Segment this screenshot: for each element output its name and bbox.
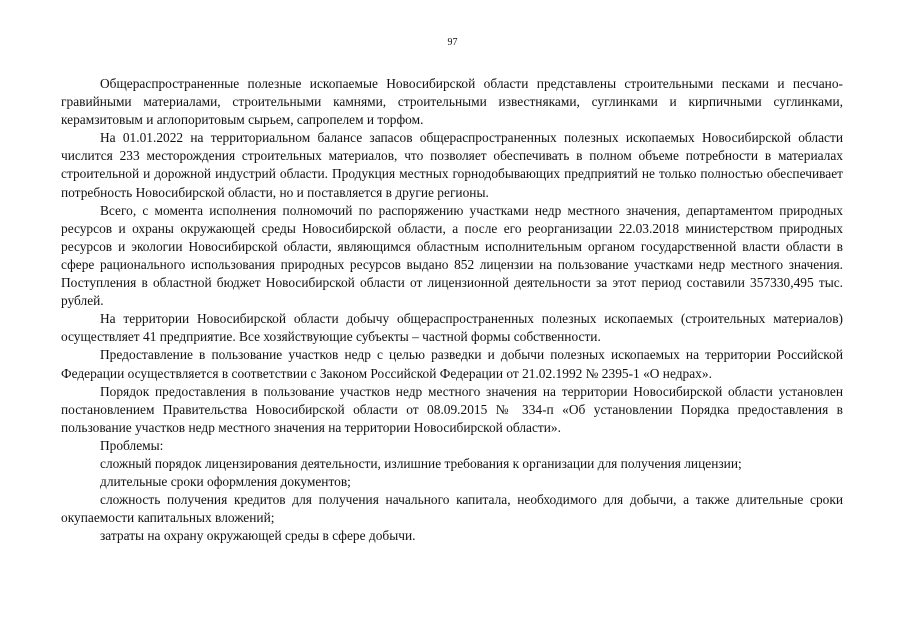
paragraph-balance-reserves: На 01.01.2022 на территориальном балансе запасов общераспространенных полезных ископаемых Новосибирской области числится 233 месторождения строительных материалов, что позволяет обеспечивать в полном объеме потребности в материалах строительной и дорожной индустрий области. Продукция местных горнодобывающих предприятий не только полностью обеспечивает потребность Новосибирской области, но и поставляется в другие регионы. bbox=[61, 130, 843, 200]
list-item-environment-costs: затраты на охрану окружающей среды в сфере добычи. bbox=[100, 528, 416, 544]
paragraph-procedure: Порядок предоставления в пользование участков недр местного значения на территории Новосибирской области установлен постановлением Правительства Новосибирской области от 08.09.2015 № 334-п «Об установлении Порядка предоставления в пользование участков недр местного значения на территории Новосибирской области». bbox=[61, 383, 843, 435]
page-number: 97 bbox=[447, 37, 458, 48]
paragraph-problems-heading: Проблемы: bbox=[100, 437, 164, 453]
list-item-licensing: сложный порядок лицензирования деятельности, излишние требования к организации для получения лицензии; bbox=[100, 455, 742, 471]
list-item-long-processing: длительные сроки оформления документов; bbox=[100, 474, 351, 490]
paragraph-subsoil-law: Предоставление в пользование участков недр с целью разведки и добычи полезных ископаемых на территории Российской Федерации осуществляется в соответствии с Законом Российской Федерации от 21.02.1992 № 2395-1 «О недрах». bbox=[61, 347, 843, 381]
paragraph-enterprises: На территории Новосибирской области добычу общераспространенных полезных ископаемых (строительных материалов) осуществляет 41 предприятие. Все хозяйствующие субъекты – частной формы собственности. bbox=[61, 311, 843, 345]
list-item-credits: сложность получения кредитов для получения начального капитала, необходимого для добычи, а также длительные сроки окупаемости капитальных вложений; bbox=[61, 492, 843, 526]
paragraph-minerals-overview: Общераспространенные полезные ископаемые Новосибирской области представлены строительными песками и песчано-гравийными материалами, строительными камнями, строительными известняками, суглинками и кирпичными суглинками, керамзитовым и аглопоритовым сырьем, сапропелем и торфом. bbox=[61, 76, 843, 128]
document-body bbox=[61, 75, 843, 545]
paragraph-licenses-issued: Всего, с момента исполнения полномочий по распоряжению участками недр местного значения, департаментом природных ресурсов и охраны окружающей среды Новосибирской области, а после его реорганизации 22.03.2018 министерством природных ресурсов и экологии Новосибирской области, являющимся областным исполнительным органом государственной власти области в сфере рационального использования природных ресурсов выдано 852 лицензии на пользование участками недр местного значения. Поступления в областной бюджет Новосибирской области от лицензионной деятельности за этот период составили 357330,495 тыс. рублей. bbox=[61, 202, 843, 309]
